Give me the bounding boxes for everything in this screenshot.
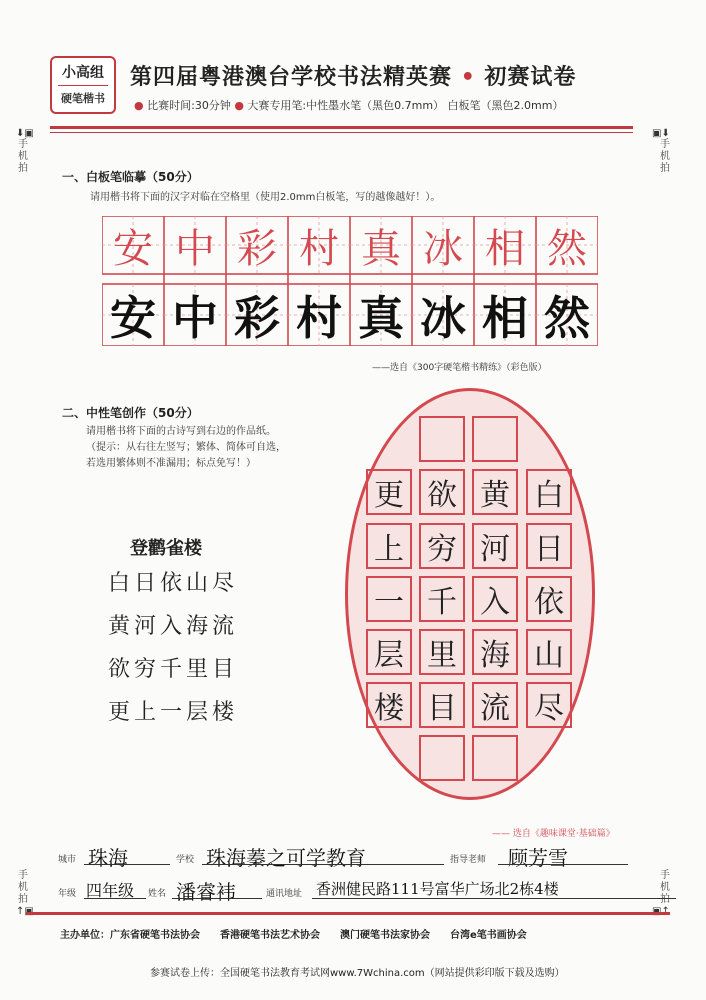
section1-heading: 一、白板笔临摹（50分）: [62, 170, 199, 184]
practice-cell: 安: [110, 291, 156, 345]
practice-cell: 相: [482, 291, 528, 345]
work-cell: 上: [366, 523, 412, 569]
work-cell: 流: [472, 682, 518, 728]
grade-badge: [50, 56, 116, 114]
poem-line: 黄河入海流: [108, 614, 239, 639]
city-label: 城市: [58, 855, 77, 865]
model-row: [102, 216, 598, 274]
work-cell: 穷: [419, 523, 465, 569]
model-cell: 中: [175, 225, 215, 272]
exam-info: ● 比赛时间:30分钟 ● 大赛专用笔:中性墨水笔（黑色0.7mm） 白板笔（黑色2.0mm）: [134, 99, 564, 112]
work-cell: 河: [472, 523, 518, 569]
model-cell: 彩: [237, 225, 277, 272]
work-cell: 日: [526, 523, 572, 569]
grade-field-label: 年级: [58, 889, 77, 899]
footer-rule: [26, 912, 670, 915]
practice-cell: 中: [172, 291, 218, 345]
city-value: 珠海: [88, 846, 128, 870]
grade-value: 四年级: [86, 881, 135, 900]
work-cell-empty: [419, 416, 465, 462]
side-note-top-left: ⬇▣ 手机拍: [16, 128, 34, 174]
poem-text: [108, 566, 238, 726]
model-cell: 冰: [423, 225, 463, 272]
school-value: 珠海蓁之可学教育: [206, 846, 366, 870]
header-rule-thin: [50, 132, 633, 133]
model-cell: 相: [485, 225, 525, 272]
section1-source: ——选自《300字硬笔楷书精练》（彩色版）: [372, 363, 547, 373]
pen-type-label: 硬笔楷书: [61, 92, 105, 105]
time-info: 比赛时间:30分钟: [147, 99, 231, 112]
work-cell: 里: [419, 629, 465, 675]
work-cell: 尽: [526, 682, 572, 728]
work-cell: 一: [366, 576, 412, 622]
work-cell: 欲: [419, 469, 465, 515]
pen-info: 大赛专用笔:中性墨水笔（黑色0.7mm） 白板笔（黑色2.0mm）: [247, 99, 564, 112]
work-cell: 依: [526, 576, 572, 622]
teacher-label: 指导老师: [450, 855, 487, 865]
section2-instruction: 请用楷书将下面的古诗写到右边的作品纸。 （提示：从右往左竖写；繁体、简体可自选， 若选用繁体则不准漏用；标点免写！）: [86, 426, 286, 469]
work-cell: 入: [472, 576, 518, 622]
side-note-bottom-left: 手机拍 ↑: [16, 870, 34, 917]
work-cell: 更: [366, 469, 412, 515]
title-dot: •: [460, 65, 476, 90]
practice-cell: 村: [296, 291, 342, 345]
school-label: 学校: [176, 855, 195, 865]
upload-info: 参赛试卷上传：全国硬笔书法教育考试网www.7Wchina.com（网站提供彩印版下载及选购）: [150, 968, 565, 979]
camera-icon: ▣: [652, 128, 662, 139]
work-cell: 楼: [366, 682, 412, 728]
section2-source: —— 选自《趣味课堂·基础篇》: [492, 829, 615, 839]
grade-label: 小高组: [62, 65, 104, 81]
name-label: 姓名: [148, 889, 167, 899]
practice-cell: 然: [544, 291, 590, 345]
work-cell-empty: [472, 735, 518, 781]
work-cell: 白: [526, 469, 572, 515]
work-cell-empty: [419, 735, 465, 781]
model-cell: 真: [361, 225, 401, 272]
side-note-top-right: ▣⬇ 手机拍: [652, 128, 670, 174]
practice-row: [102, 284, 598, 346]
model-grid: [102, 216, 598, 350]
section1-instruction: 请用楷书将下面的汉字对临在空格里（使用2.0mm白板笔，写的越像越好！）。: [90, 192, 441, 203]
work-cell: 山: [526, 629, 572, 675]
poem-line: 欲穷千里目: [108, 657, 239, 682]
work-cell: 黄: [472, 469, 518, 515]
address-value: 香洲健民路111号富华广场北2栋4楼: [316, 880, 559, 898]
work-cell: 层: [366, 629, 412, 675]
form-row-2: [58, 876, 688, 904]
work-cell: 目: [419, 682, 465, 728]
practice-cell: 彩: [234, 291, 280, 345]
teacher-value: 顾芳雪: [508, 846, 568, 870]
work-cell-empty: [472, 416, 518, 462]
organizers: 主办单位：广东省硬笔书法协会 香港硬笔书法艺术协会 澳门硬笔书法家协会 台湾e笔书画协会: [60, 930, 527, 941]
practice-cell: 真: [358, 291, 404, 345]
work-cell: 千: [419, 576, 465, 622]
section2-heading: 二、中性笔创作（50分）: [62, 406, 199, 420]
practice-cell: 冰: [420, 291, 466, 345]
model-cell: 村: [299, 225, 339, 272]
camera-icon: ▣: [24, 128, 34, 139]
form-row-1: [58, 842, 638, 870]
address-label: 通讯地址: [266, 889, 303, 899]
page-title: 第四届粤港澳台学校书法精英赛 • 初赛试卷: [130, 65, 577, 90]
header-rule: [50, 126, 633, 129]
grade-divider: [58, 85, 108, 86]
poem-line: 白日依山尽: [108, 571, 239, 596]
poem-title: 登鹳雀楼: [130, 538, 202, 559]
model-cell: 安: [113, 225, 153, 272]
work-cell: 海: [472, 629, 518, 675]
model-cell: 然: [547, 225, 587, 272]
poem-line: 更上一层楼: [108, 700, 239, 725]
side-note-bottom-right: 手机拍: [652, 870, 672, 917]
name-value: 潘睿袆: [176, 880, 236, 904]
